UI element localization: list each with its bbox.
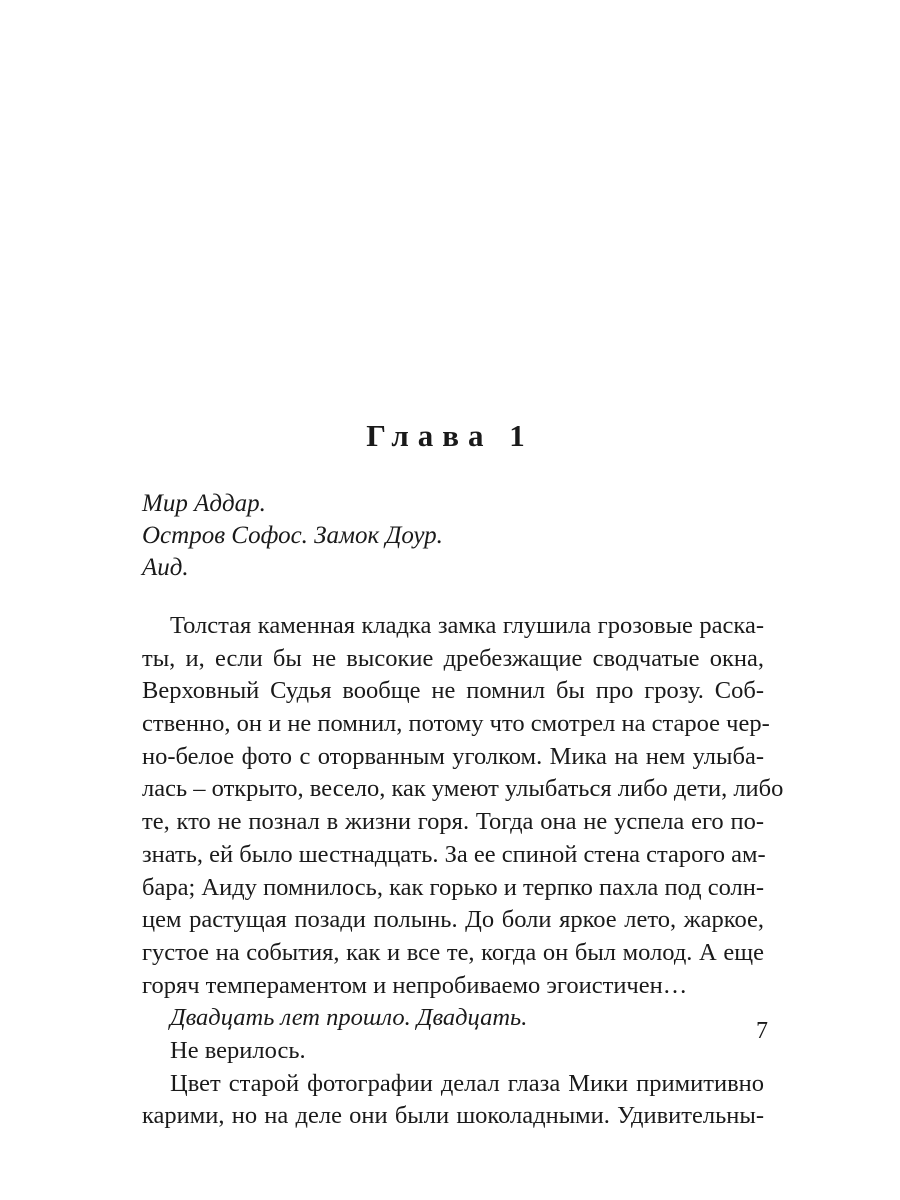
text-line-italic: Двадцать лет прошло. Двадцать. xyxy=(170,1004,528,1032)
text-line: лась – открыто, весело, как умеют улыбаться либо дети, либо xyxy=(142,775,784,803)
text-line: знать, ей было шестнадцать. За ее спиной стена старого ам- xyxy=(142,840,766,868)
text-line: цем растущая позади полынь. До боли яркое лето, жаркое, xyxy=(142,906,764,934)
text-line: Верховный Судья вообще не помнил бы про грозу. Соб- xyxy=(142,677,764,705)
text-line: бара; Аиду помнилось, как горько и терпко пахла под солн- xyxy=(142,873,764,901)
text-line: Не верилось. xyxy=(170,1036,306,1064)
text-line: те, кто не познал в жизни горя. Тогда она не успела его по- xyxy=(142,808,764,836)
text-line: густое на события, как и все те, когда он был молод. А еще xyxy=(142,938,764,966)
location-line-world: Мир Аддар. xyxy=(142,490,266,517)
text-line: Толстая каменная кладка замка глушила грозовые раска- xyxy=(170,612,764,639)
location-heading xyxy=(142,488,762,584)
body-text xyxy=(142,610,784,1133)
location-line-island: Остров Софос. Замок Доур. xyxy=(142,522,443,549)
location-line-character: Аид. xyxy=(142,554,189,581)
text-line: Цвет старой фотографии делал глаза Мики примитивно xyxy=(170,1069,764,1097)
page-number: 7 xyxy=(756,1018,768,1044)
text-line: ственно, он и не помнил, потому что смотрел на старое чер- xyxy=(142,710,770,738)
text-line: горяч темпераментом и непробиваемо эгоистичен… xyxy=(142,971,688,999)
text-line: ты, и, если бы не высокие дребезжащие сводчатые окна, xyxy=(142,644,764,672)
chapter-title: Глава 1 xyxy=(366,418,534,453)
text-line: но-белое фото с оторванным уголком. Мика на нем улыба- xyxy=(142,742,764,770)
text-line: карими, но на деле они были шоколадными. Удивительны- xyxy=(142,1102,764,1130)
